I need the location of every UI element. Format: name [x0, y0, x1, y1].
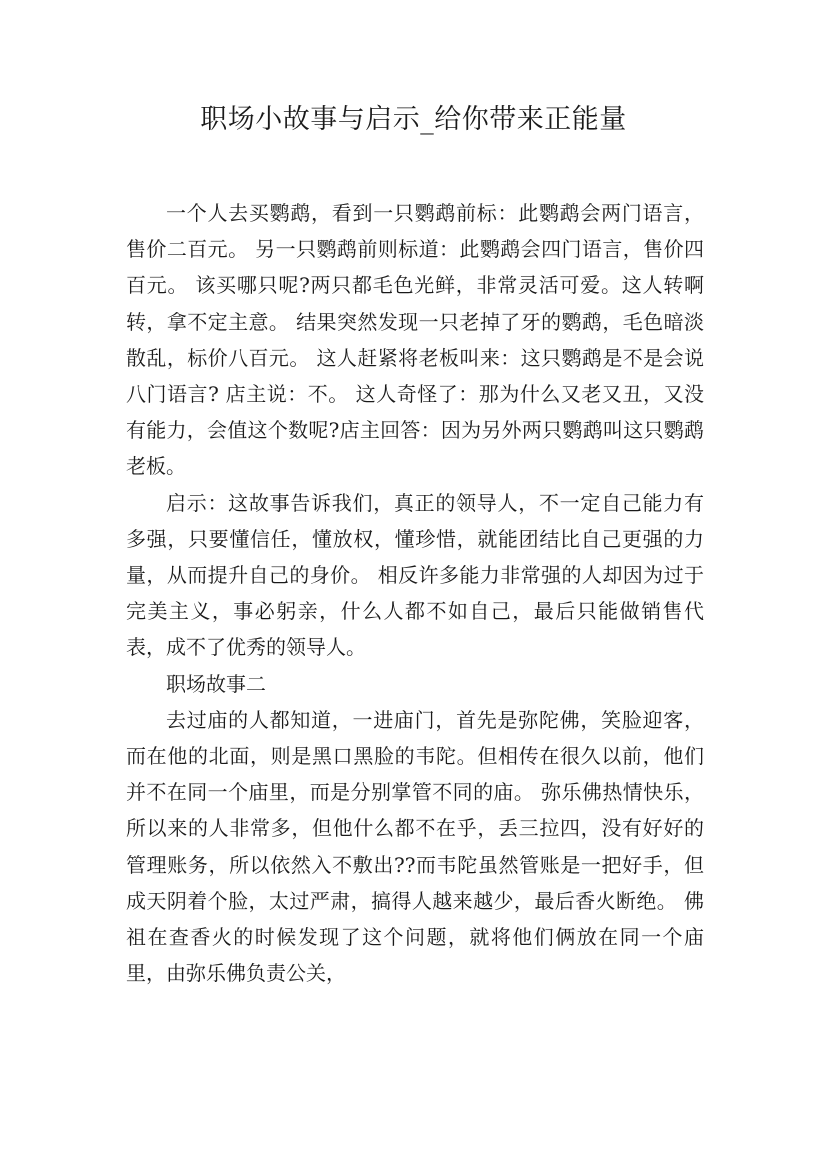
paragraph-parrot-story: 一个人去买鹦鹉，看到一只鹦鹉前标：此鹦鹉会两门语言，售价二百元。 另一只鹦鹉前则标道：此鹦鹉会四门语言，售价四百元。 该买哪只呢?两只都毛色光鲜，非常灵活可爱。这人转啊转，拿不定主意。 结果突然发现一只老掉了牙的鹦鹉，毛色暗淡散乱，标价八百元。 这人赶紧将老板叫来：这只鹦鹉是不是会说八门语言? 店主说：不。 这人奇怪了：那为什么又老又丑，又没有能力，会值这个数呢?店主回答：因为另外两只鹦鹉叫这只鹦鹉老板。 [126, 201, 704, 479]
section-heading-story-two: 职场故事二 [166, 671, 266, 696]
document-title: 职场小故事与启示_给你带来正能量 [200, 104, 627, 135]
document-body [126, 195, 704, 991]
paragraph-temple-story: 去过庙的人都知道，一进庙门，首先是弥陀佛，笑脸迎客，而在他的北面，则是黑口黑脸的韦陀。但相传在很久以前，他们并不在同一个庙里，而是分别掌管不同的庙。 弥乐佛热情快乐，所以来的人非常多，但他什么都不在乎，丢三拉四，没有好好的管理账务，所以依然入不敷出??而韦陀虽然管账是一把好手，但成天阴着个脸，太过严肃，搞得人越来越少，最后香火断绝。 佛祖在查香火的时候发现了这个问题，就将他们俩放在同一个庙里，由弥乐佛负责公关， [126, 707, 704, 986]
paragraph-parrot-lesson: 启示：这故事告诉我们，真正的领导人，不一定自己能力有多强，只要懂信任，懂放权，懂珍惜，就能团结比自己更强的力量，从而提升自己的身价。 相反许多能力非常强的人却因为过于完美主义，事必躬亲，什么人都不如自己，最后只能做销售代表，成不了优秀的领导人。 [126, 490, 704, 660]
